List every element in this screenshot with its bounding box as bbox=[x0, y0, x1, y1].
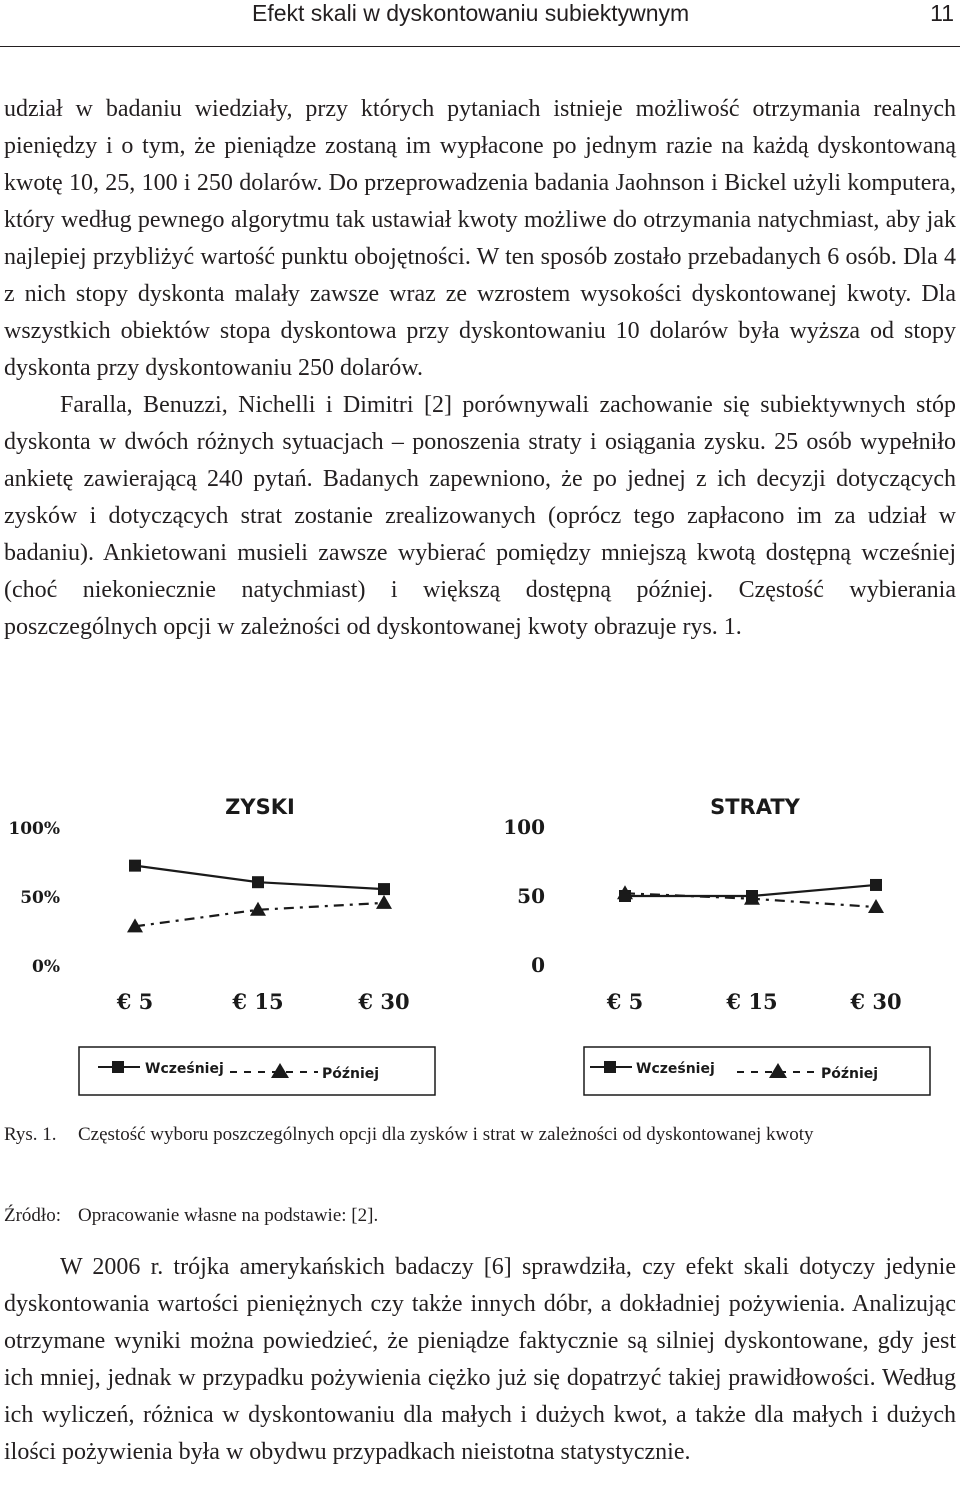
text-block-bottom bbox=[4, 1249, 956, 1471]
running-title: Efekt skali w dyskontowaniu subiektywnym bbox=[252, 0, 690, 26]
y-tick-label: 0 bbox=[531, 953, 545, 977]
paragraph: udział w badaniu wiedziały, przy których pytaniach istnieje możliwość otrzymania realnych pieniędzy i o tym, że pieniądze zostaną im wypłacone po jednym razie na każdą dyskontowaną kwotę 10, 25, 100 i 250 dolarów. Do przeprowadzenia badania Jaohnson i Bickel użyli komputera, który według pewnego algorytmu tak ustawiał kwoty możliwe do otrzymania natychmiast, aby jak najlepiej przybliżyć wartość punktu obojętności. W ten sposób zostało przebadanych 6 osób. Dla 4 z nich stopy dyskonta malały zawsze wraz ze wzrostem wysokości dyskontowanej kwoty. Dla wszystkich obiektów stopa dyskontowa przy dyskontowaniu 10 dolarów była wyższa od stopy dyskonta przy dyskontowaniu 250 dolarów. bbox=[4, 96, 956, 381]
paragraph: Faralla, Benuzzi, Nichelli i Dimitri [2] porównywali zachowanie się subiektywnych stóp dyskonta w dwóch różnych sytuacjach – ponoszenia straty i osiągania zysku. 25 osób wypełniło ankietę zawierającą 240 pytań. Badanych zapewniono, że po jednej z ich decyzji dotyczących zysków i dotyczących strat zostanie zrealizowanych (oprócz tego zapłacono im za udział w badaniu). Ankietowani musieli zawsze wybierać pomiędzy mniejszą kwotą dostępną wcześniej (choć niekoniecznie natychmiast) i większą dostępną później. Częstość wybierania poszczególnych opcji w zależności od dyskontowanej kwoty obrazuje rys. 1. bbox=[4, 392, 956, 640]
x-tick-label: € 15 bbox=[726, 989, 778, 1014]
data-point-square bbox=[129, 860, 141, 872]
data-point-square bbox=[378, 883, 390, 895]
figure-caption bbox=[4, 1120, 956, 1182]
legend-box bbox=[79, 1047, 435, 1095]
caption-text: Częstość wyboru poszczególnych opcji dla zysków i strat w zależności od dyskontowanej kwoty bbox=[78, 1124, 814, 1145]
x-tick-label: € 5 bbox=[606, 989, 644, 1014]
figure-source bbox=[4, 1201, 956, 1231]
x-tick-label: € 30 bbox=[358, 989, 410, 1014]
header-rule bbox=[0, 46, 960, 47]
figure-1 bbox=[0, 782, 960, 1102]
y-tick-label: 100 bbox=[503, 815, 545, 839]
y-tick-label: 50 bbox=[517, 884, 545, 908]
paragraph: W 2006 r. trójka amerykańskich badaczy [6] sprawdziła, czy efekt skali dotyczy jedynie dyskontowania wartości pieniężnych czy także innych dóbr, a dokładniej pożywienia. Analizując otrzymane wyniki można powiedzieć, że pieniądze faktycznie są silniej dyskontowane, gdy jest ich mniej, jednak w przypadku pożywienia ciężko już się dopatrzyć takiej prawidłowości. Według ich wyliczeń, różnica w dyskontowaniu dla małych i dużych kwot, a także dla małych i dużych ilości pożywienia była w obydwu przypadkach nieistotna statystycznie. bbox=[4, 1254, 956, 1465]
caption-label: Rys. 1. bbox=[4, 1124, 57, 1145]
legend-label-wczesniej: Wcześniej bbox=[145, 1061, 224, 1077]
data-point-square bbox=[870, 879, 882, 891]
legend-marker-triangle bbox=[271, 1063, 289, 1078]
data-point-triangle bbox=[376, 895, 392, 909]
legend-marker-triangle bbox=[769, 1063, 787, 1078]
x-tick-label: € 15 bbox=[232, 989, 284, 1014]
data-point-square bbox=[252, 876, 264, 888]
y-tick-label: 0% bbox=[32, 957, 60, 977]
chart-title: ZYSKI bbox=[225, 795, 295, 819]
legend-label-wczesniej: Wcześniej bbox=[636, 1061, 715, 1077]
data-point-triangle bbox=[868, 899, 884, 913]
y-tick-label: 50% bbox=[20, 888, 60, 908]
legend-marker-square bbox=[112, 1061, 124, 1073]
figure-charts bbox=[0, 782, 960, 1102]
source-text: Opracowanie własne na podstawie: [2]. bbox=[78, 1205, 379, 1226]
legend-marker-square bbox=[604, 1061, 616, 1073]
x-tick-label: € 5 bbox=[116, 989, 154, 1014]
source-label: Źródło: bbox=[4, 1205, 61, 1226]
page-number: 11 bbox=[930, 0, 954, 26]
chart-title: STRATY bbox=[710, 795, 800, 819]
legend-label-pozniej: Później bbox=[322, 1066, 380, 1082]
legend-label-pozniej: Później bbox=[821, 1066, 879, 1082]
y-tick-label: 100% bbox=[8, 819, 60, 839]
x-tick-label: € 30 bbox=[850, 989, 902, 1014]
text-block-top bbox=[4, 91, 956, 646]
page-header bbox=[0, 0, 960, 46]
